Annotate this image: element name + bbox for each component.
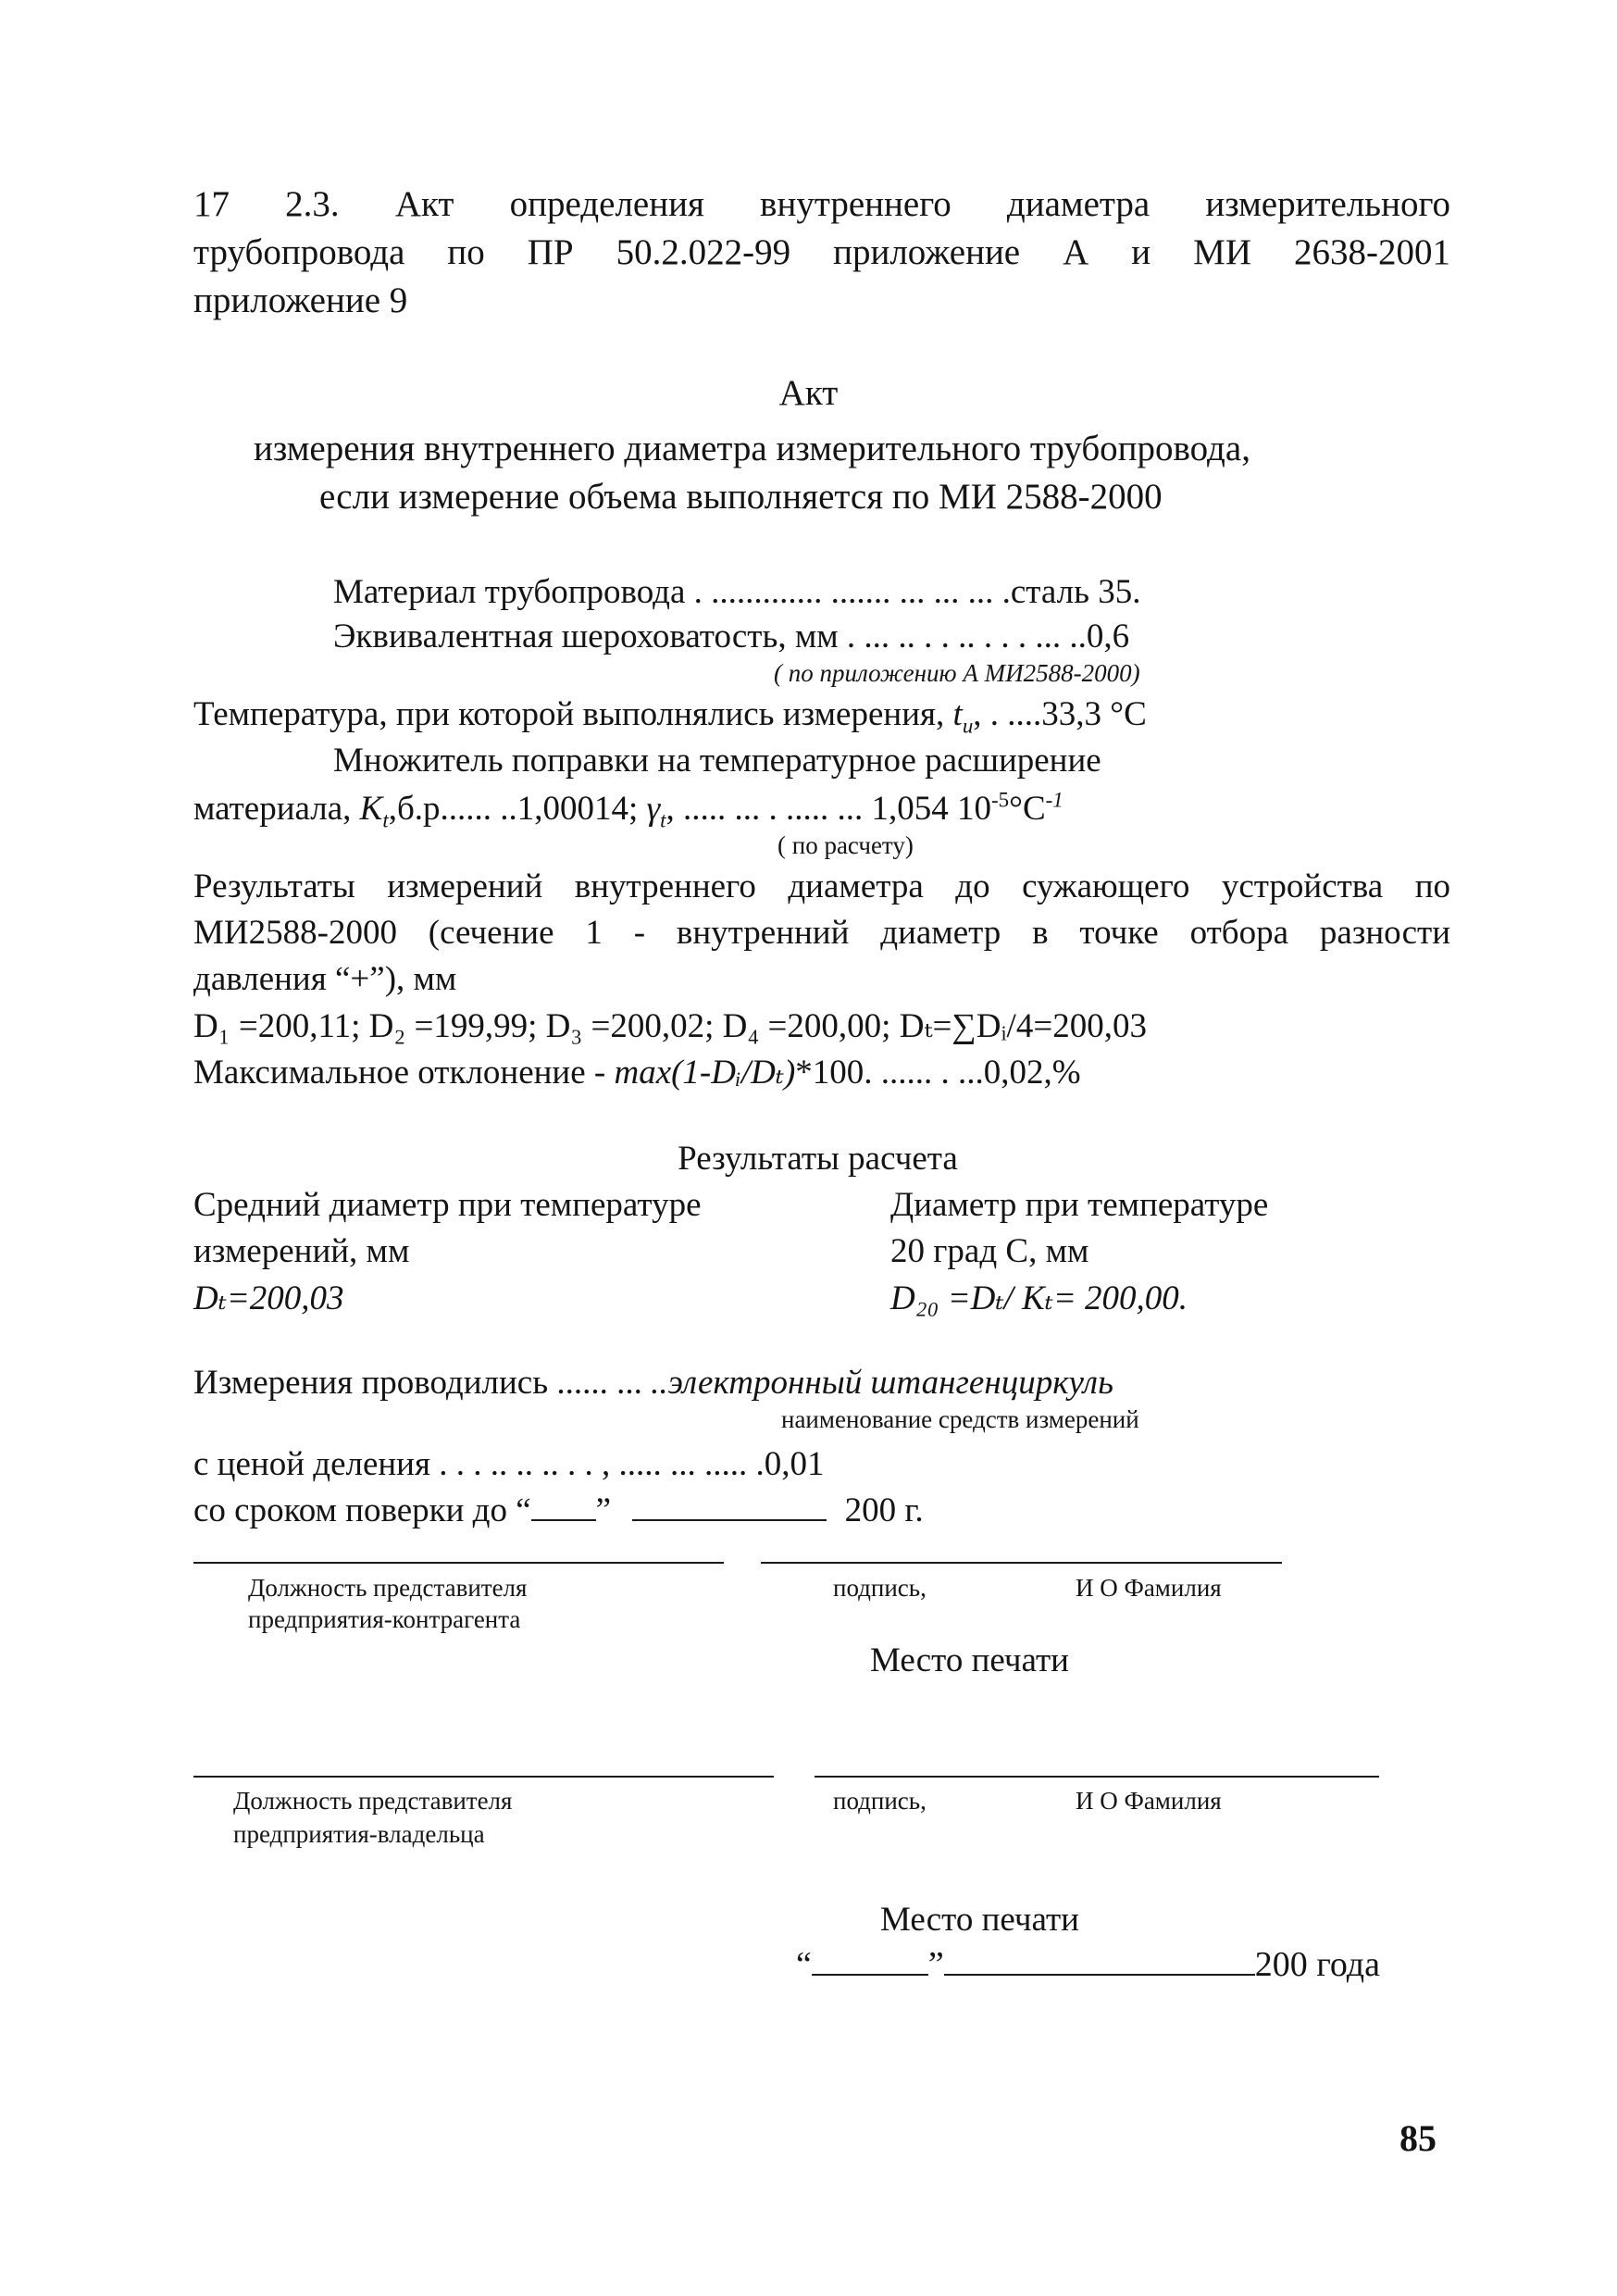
signing-date: “ ” 200 года <box>796 1945 1380 1984</box>
correction-multiplier-label: Множитель поправки на температурное расширение <box>333 742 1101 780</box>
calculation-note: ( по расчету) <box>777 831 914 859</box>
section-heading-line-1: 17 2.3. Акт определения внутреннего диаметра измерительного <box>193 184 1450 224</box>
act-subtitle-1: измерения внутреннего диаметра измерительного трубопровода, <box>254 429 1250 468</box>
owner-signature-label: подпись, <box>833 1787 927 1815</box>
stamp-place-2: Место печати <box>880 1901 1079 1939</box>
measurement-results-line-2: МИ2588-2000 (сечение 1 - внутренний диаметр в точке отбора разности <box>193 914 1450 952</box>
instrument-line: Измерения проводились ...... ... ..электронный штангенциркуль <box>193 1364 1113 1402</box>
calc-results-title: Результаты расчета <box>678 1140 958 1178</box>
measurement-results-line-1: Результаты измерений внутреннего диаметра до сужающего устройства по <box>193 867 1450 905</box>
roughness-note: ( по приложению А МИ2588-2000) <box>774 659 1140 687</box>
avg-diameter-value: Dₜ=200,03 <box>193 1279 344 1317</box>
page-number: 85 <box>1399 2117 1437 2159</box>
instrument-name: ..электронный штангенциркуль <box>651 1364 1113 1402</box>
act-title: Акт <box>778 373 839 413</box>
counterparty-name-label: И О Фамилия <box>1076 1574 1222 1602</box>
equivalent-roughness: Эквивалентная шероховатость, мм . ... .. . . .. . . . ... ..0,6 <box>333 618 1130 655</box>
diameter-20c-label-2: 20 град С, мм <box>890 1232 1089 1270</box>
verification-date: со сроком поверки до “ ” 200 г. <box>193 1491 924 1529</box>
counterparty-signature-label: подпись, <box>833 1574 927 1602</box>
scale-division: с ценой деления . . . .. .. .. . . , ..... ... ..... .0,01 <box>193 1445 825 1483</box>
owner-position-2: предприятия-владельца <box>233 1820 485 1848</box>
signature-line-left-1 <box>193 1562 724 1564</box>
signature-line-right-1 <box>761 1562 1282 1564</box>
measurement-results-line-3: давления “+”), мм <box>193 960 457 998</box>
avg-diameter-label-1: Средний диаметр при температуре <box>193 1186 702 1224</box>
max-deviation: Максимальное отклонение - max(1-Dᵢ/Dₜ)*100. ...... . ...0,02,% <box>193 1054 1081 1092</box>
signature-line-left-2 <box>193 1776 774 1778</box>
avg-diameter-label-2: измерений, мм <box>193 1232 410 1270</box>
signature-line-right-2 <box>815 1776 1379 1778</box>
counterparty-position: Должность представителя <box>248 1574 528 1602</box>
diameter-20c-value: D₂₀ =Dₜ/ Kₜ= 200,00. <box>890 1279 1188 1317</box>
date-month-blank <box>944 1946 1255 1976</box>
owner-position: Должность представителя <box>233 1787 513 1815</box>
owner-name-label: И О Фамилия <box>1076 1787 1222 1815</box>
section-heading-line-2: трубопровода по ПР 50.2.022-99 приложение А и МИ 2638-2001 <box>193 232 1450 272</box>
material-coefficients: материала, $K_t,б.р$...... ..1,00014; $\gamma_t$, ..... ... . ..... ... 1,054 $10^{-5}^\circ С^{-1}$ <box>193 788 1063 832</box>
verify-month-blank <box>632 1493 827 1521</box>
stamp-place-1: Место печати <box>870 1641 1069 1679</box>
diameter-20c-label-1: Диаметр при температуре <box>890 1186 1269 1224</box>
measurement-temperature: Температура, при которой выполнялись измерения, $t_и$, . ....33,3 °С <box>193 695 1147 738</box>
counterparty-position-2: предприятия-контрагента <box>248 1605 521 1633</box>
diameter-values: D₁ =200,11; D₂ =199,99; D₃ =200,02; D₄ =200,00; Dₜ=∑Dᵢ/4=200,03 <box>193 1007 1147 1045</box>
section-heading-line-3: приложение 9 <box>193 281 408 320</box>
pipe-material: Материал трубопровода . ............. ....... ... ... ... .сталь 35. <box>333 573 1141 611</box>
verify-day-blank <box>531 1493 596 1521</box>
act-subtitle-2: если измерение объема выполняется по МИ 2588-2000 <box>319 477 1163 517</box>
date-day-blank <box>812 1946 928 1976</box>
instrument-caption: наименование средств измерений <box>781 1405 1139 1433</box>
